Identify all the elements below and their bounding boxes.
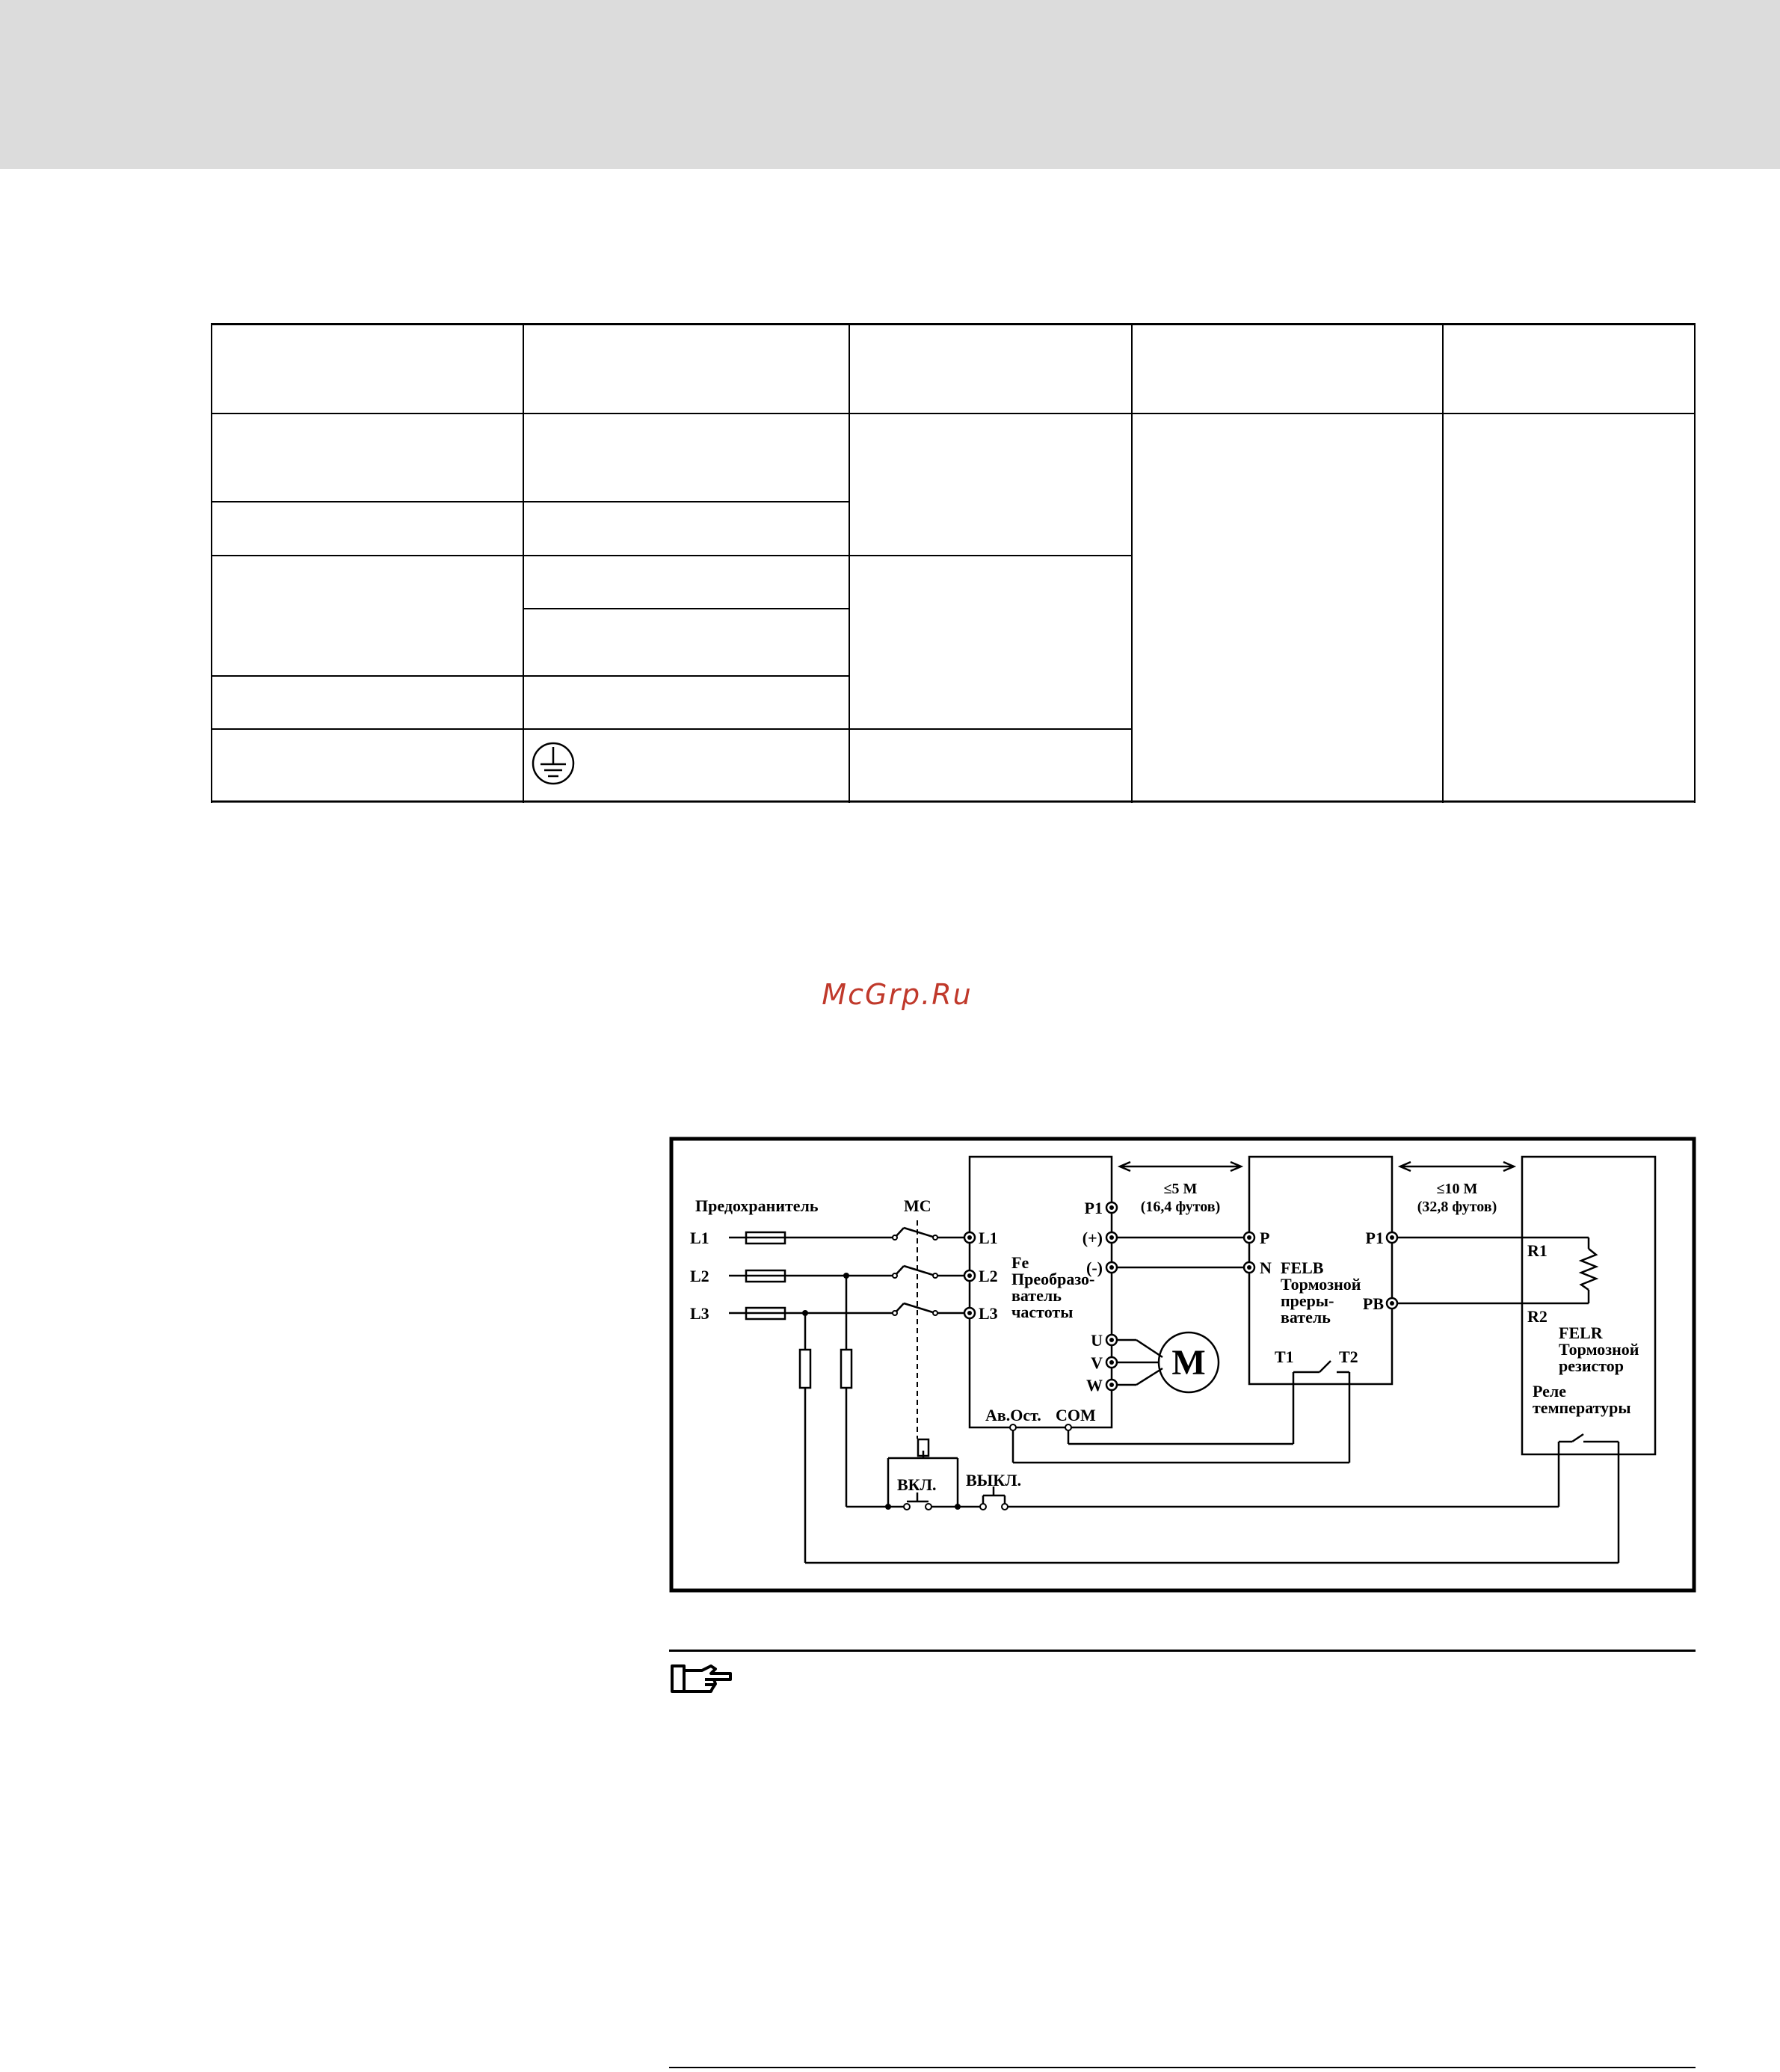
vfd-name-2: Преобразо- xyxy=(1011,1270,1095,1288)
vfd-term-u: U xyxy=(1091,1331,1103,1350)
line-l2-label: L2 xyxy=(690,1267,709,1285)
vfd-term-minus: (-) xyxy=(1086,1258,1103,1277)
vfd-term-w: W xyxy=(1086,1376,1103,1395)
resistor-name-1: FELR xyxy=(1559,1324,1603,1342)
resistor-name-3: резистор xyxy=(1559,1356,1625,1375)
brake-t1: T1 xyxy=(1275,1347,1294,1366)
brake-name-4: ватель xyxy=(1281,1308,1331,1326)
motor-label: M xyxy=(1171,1343,1206,1383)
vfd-name-1: Fe xyxy=(1011,1253,1029,1272)
line-l1-label: L1 xyxy=(690,1229,709,1247)
vfd-term-plus: (+) xyxy=(1082,1229,1103,1247)
brake-t2: T2 xyxy=(1339,1347,1358,1366)
brake-name-1: FELB xyxy=(1281,1258,1324,1277)
vfd-estop: Ав.Ост. xyxy=(985,1406,1041,1424)
ground-symbol-icon xyxy=(533,743,573,784)
vfd-term-p1: P1 xyxy=(1084,1199,1103,1217)
resistor-r1: R1 xyxy=(1527,1241,1548,1260)
brake-name-3: преры- xyxy=(1281,1291,1334,1310)
relay-label-2: температуры xyxy=(1533,1398,1631,1417)
vfd-name-4: частоты xyxy=(1011,1303,1074,1321)
brake-term-p: P xyxy=(1260,1229,1270,1247)
brake-term-p1: P1 xyxy=(1365,1229,1384,1247)
brake-name-2: Тормозной xyxy=(1281,1275,1361,1294)
distance-1-line-2: (16,4 футов) xyxy=(1140,1199,1221,1215)
brake-term-pb: PB xyxy=(1362,1294,1384,1313)
footer-divider xyxy=(669,2067,1696,2068)
note-divider xyxy=(669,1650,1696,1652)
vfd-term-l1: L1 xyxy=(979,1229,998,1247)
distance-2-line-1: ≤10 M xyxy=(1436,1181,1478,1197)
header-band xyxy=(0,0,1780,169)
distance-2-line-2: (32,8 футов) xyxy=(1417,1199,1497,1215)
watermark: McGrp.Ru xyxy=(822,978,973,1011)
vfd-term-l3: L3 xyxy=(979,1304,998,1323)
relay-label-1: Реле xyxy=(1533,1382,1567,1401)
vfd-term-l2: L2 xyxy=(979,1267,998,1285)
vfd-name-3: ватель xyxy=(1011,1286,1062,1305)
vfd-com: COM xyxy=(1056,1406,1096,1424)
mc-label: MC xyxy=(904,1196,931,1215)
vfd-term-v: V xyxy=(1091,1353,1103,1372)
off-button-label: ВЫКЛ. xyxy=(966,1471,1022,1490)
line-l3-label: L3 xyxy=(690,1304,709,1323)
distance-1-line-1: ≤5 M xyxy=(1163,1181,1198,1197)
wiring-diagram xyxy=(669,1137,1696,1593)
resistor-name-2: Тормозной xyxy=(1559,1340,1639,1359)
brake-term-n: N xyxy=(1260,1258,1272,1277)
pointing-hand-icon xyxy=(669,1661,733,1697)
resistor-r2: R2 xyxy=(1527,1307,1548,1326)
fuse-label: Предохранитель xyxy=(695,1196,819,1215)
spec-table xyxy=(211,323,1696,803)
on-button-label: ВКЛ. xyxy=(897,1475,937,1494)
